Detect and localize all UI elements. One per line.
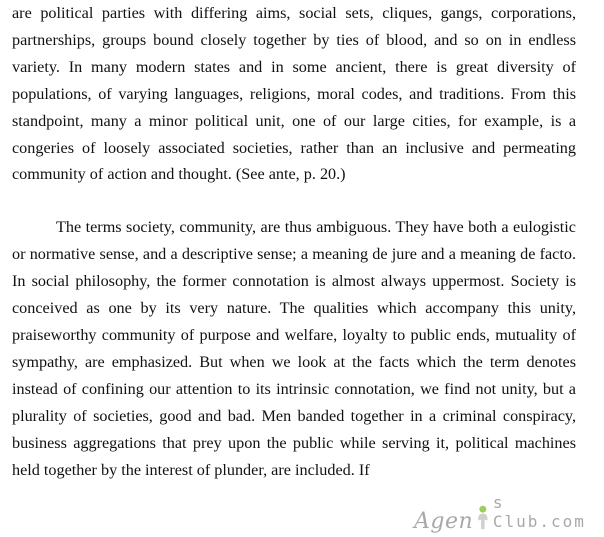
document-page <box>12 0 576 483</box>
text-line: partnerships, groups bound closely together by ties of blood, and so on in endless <box>12 30 576 49</box>
text-line: standpoint, many a minor political unit, one of our large cities, for example, is a <box>12 111 576 130</box>
text-line: The terms society, community, are thus ambiguous. They have both a eulogistic <box>56 218 576 237</box>
text-line: or normative sense, and a descriptive sense; a meaning de jure and a meaning de facto. <box>12 245 576 264</box>
paragraph-2 <box>12 214 576 483</box>
text-line: community of action and thought. (See ante, p. 20.) <box>12 165 346 184</box>
text-line: plurality of societies, good and bad. Men banded together in a criminal conspiracy, <box>12 406 576 425</box>
text-line: praiseworthy community of purpose and welfare, loyalty to public ends, mutuality of <box>12 325 576 344</box>
text-line: In social philosophy, the former connotation is almost always uppermost. Society is <box>12 272 576 291</box>
text-line: populations, of varying languages, religions, moral codes, and traditions. From this <box>12 84 576 103</box>
text-line: held together by the interest of plunder, are included. If <box>12 460 370 479</box>
text-line: sympathy, are emphasized. But when we look at the facts which the term denotes <box>12 352 576 371</box>
watermark-logo <box>414 493 594 534</box>
paragraph-1 <box>12 0 576 188</box>
text-line: variety. In many modern states and in some ancient, there is great diversity of <box>12 57 576 76</box>
person-figure-icon <box>475 502 491 532</box>
watermark-domain-text: s Club.com <box>492 493 586 531</box>
text-line: congeries of loosely associated societies, rather than an inclusive and permeating <box>12 138 576 157</box>
text-line: business aggregations that prey upon the public while serving it, political machines <box>12 433 576 452</box>
text-line: conceived as one by its very nature. The qualities which accompany this unity, <box>12 299 576 318</box>
text-line: are political parties with differing aims, social sets, cliques, gangs, corporations, <box>12 4 576 22</box>
text-line: instead of confining our attention to its intrinsic connotation, we find not unity, but a <box>12 379 576 398</box>
watermark-brand-text: Agen <box>414 509 474 534</box>
